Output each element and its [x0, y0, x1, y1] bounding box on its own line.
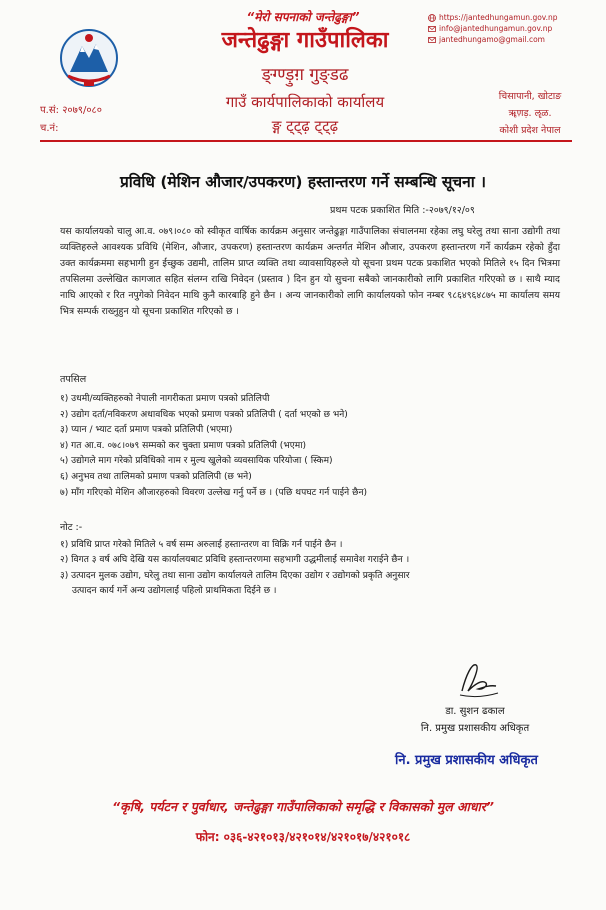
- header-divider: [40, 140, 572, 142]
- ref-no-label: प.सं:: [40, 105, 59, 116]
- notes-list: [60, 538, 560, 600]
- office-name: गाउँ कार्यपालिकाको कार्यालय: [225, 93, 385, 111]
- footer-phone: फोन: ०३६-४२१०१३/४२१०१४/४२१०१७/४२१०१८: [195, 830, 411, 844]
- ref-no-value: २०७९/०८०: [62, 105, 102, 116]
- dispatch-label: च.नं:: [40, 123, 59, 134]
- email-link[interactable]: info@jantedhungamun.gov.np: [439, 24, 553, 33]
- website-row: [428, 12, 598, 23]
- note-item: २) विगत ३ वर्ष अघि देखि यस कार्यालयबाट प्रविधि हस्तान्तरणमा सहभागी उद्धमीलाई समावेश गराईने छैन ।: [60, 555, 410, 566]
- footer-motto: “कृषि, पर्यटन र पुर्वाधार, जन्तेढुङ्गा गाउँपालिकाको समृद्धि र विकासको मुल आधार”: [112, 799, 494, 814]
- tapsil-list: [60, 392, 560, 501]
- address-line-1: चिसापानी, खोटाङ: [498, 91, 562, 102]
- list-item: २) उद्योग दर्ता/नविकरण अधावधिक भएको प्रमाण पत्रको प्रतिलिपी ( दर्ता भएको छ भने): [60, 409, 348, 420]
- organization-name-script: ङ्ग्ण्ड़ुग़ गुङ्डढ: [261, 65, 349, 85]
- official-stamp: नि. प्रमुख प्रशासकीय अधिकृत: [395, 753, 538, 768]
- list-item: ५) उद्योगले माग गरेको प्रविधिको नाम र मुल्य खुलेको व्यवसायिक परियोजा ( स्किम): [60, 456, 333, 467]
- office-name-script: ङ्ग ट्ट्ढ़ ट्ट्ढ़: [271, 117, 339, 135]
- mail-icon: [428, 25, 436, 33]
- gmail-row: [428, 34, 598, 45]
- notice-body: यस कार्यालयको चालु आ.व. ०७९।०८० को स्वीकृत वार्षिक कार्यक्रम अनुसार जन्तेढुङ्गा गाउँपालिका संचालनमा रहेका लघु घरेलु तथा साना उद्योगी तथा व्यक्तिहरुले आवश्यक प्रविधि (मेशिन, औजार, उपकरण) हस्तान्तरण कार्यक्रम अन्तर्गत मेशिन औजार, उपकरण हस्तान्तरण गर्ने कार्यक्रम रहेको हुँदा उक्त कार्यक्रममा सहभागी हुन ईच्छुक उद्यमी, तालिम प्राप्त व्यक्ति तथा व्यावसायिहरुले यो सूचना प्रथम पटक प्रकाशित भएको मितिले १५ दिन भित्रमा तपसिलमा उल्लेखित कागजात सहित संलग्न राखि निवेदन (प्रस्ताव ) दिन हुन यो सुचना सबैको जानकारीको लागि प्रकाशित गरिएको छ । साथै म्याद नाघि आएको र रित नपुगेको निवेदन माथि कुनै कारबाहि हुने छैन । अन्य जानकारीको लागि कार्यालयको फोन नम्बर ९८६४९६४८७५ मा कार्यालय समय भित्र सम्पर्क राख्नुहुन यो सूचना प्रकाशित गरिएको छ ।: [60, 226, 560, 317]
- gmail-link[interactable]: jantedhungamo@gmail.com: [439, 35, 545, 44]
- reference-row: [40, 102, 102, 120]
- email-row: [428, 23, 598, 34]
- list-item: ४) गत आ.व. ०७८।०७९ सम्मको कर चुक्ता प्रमाण पत्रको प्रतिलिपी (भएमा): [60, 440, 307, 451]
- contact-block: [428, 12, 598, 45]
- list-item: ६) अनुभव तथा तालिमको प्रमाण पत्रको प्रतिलिपी (छ भने): [60, 471, 252, 482]
- note-label: नोट :-: [60, 522, 83, 533]
- organization-name: जन्तेढुङ्गा गाउँपालिका: [221, 28, 389, 53]
- note-item: ३) उत्पादन मुलक उद्योग, घरेलु तथा साना उद्योग कार्यालयले तालिम दिएका उद्योग र उद्योगको प्रकृति अनुसार: [60, 570, 410, 581]
- note-item-continuation: उत्पादन कार्य गर्ने अन्य उद्योगलाई पहिलो प्राथमिकता दिईने छ ।: [72, 586, 277, 597]
- address-line-2: ॠण़ड़. ॡळ.: [508, 108, 552, 119]
- notice-heading: प्रविधि (मेशिन औजार/उपकरण) हस्तान्तरण गर्ने सम्बन्धि सूचना ।: [119, 173, 487, 191]
- list-item: ७) माँग गरिएको मेशिन औजारहरुको विवरण उल्लेख गर्नु पर्ने छ । (पछि थपघट गर्न पाईने छैन): [60, 487, 368, 498]
- government-emblem-icon: [58, 24, 120, 94]
- website-link[interactable]: https://jantedhungamun.gov.np: [439, 13, 558, 22]
- dispatch-row: [40, 120, 102, 138]
- publication-date: प्रथम पटक प्रकाशित मिति :-२०७९/१२/०९: [330, 205, 475, 216]
- tapsil-label: तपसिल: [60, 374, 87, 385]
- globe-icon: [428, 14, 436, 22]
- mail-icon: [428, 36, 436, 44]
- reference-block: [40, 102, 102, 138]
- signatory-post: नि. प्रमुख प्रशासकीय अधिकृत: [420, 723, 530, 734]
- signatory-name: डा. सुशन ढकाल: [445, 706, 505, 717]
- address-line-3: कोशी प्रदेश नेपाल: [499, 125, 561, 136]
- note-item: १) प्रविधि प्राप्त गरेको मितिले ५ वर्ष सम्म अरुलाई हस्तान्तरण वा विक्रि गर्न पाईने छैन ।: [60, 540, 343, 550]
- list-item: १) उधमी/व्यक्तिहरुको नेपाली नागरीकता प्रमाण पत्रको प्रतिलिपी: [60, 394, 270, 404]
- signature-icon: [452, 655, 502, 703]
- slogan: “मेरो सपनाको जन्तेढुङ्गा”: [246, 10, 360, 24]
- address-block: [470, 88, 590, 139]
- list-item: ३) प्यान / भ्याट दर्ता प्रमाण पत्रको प्रतिलिपी (भएमा): [60, 425, 233, 436]
